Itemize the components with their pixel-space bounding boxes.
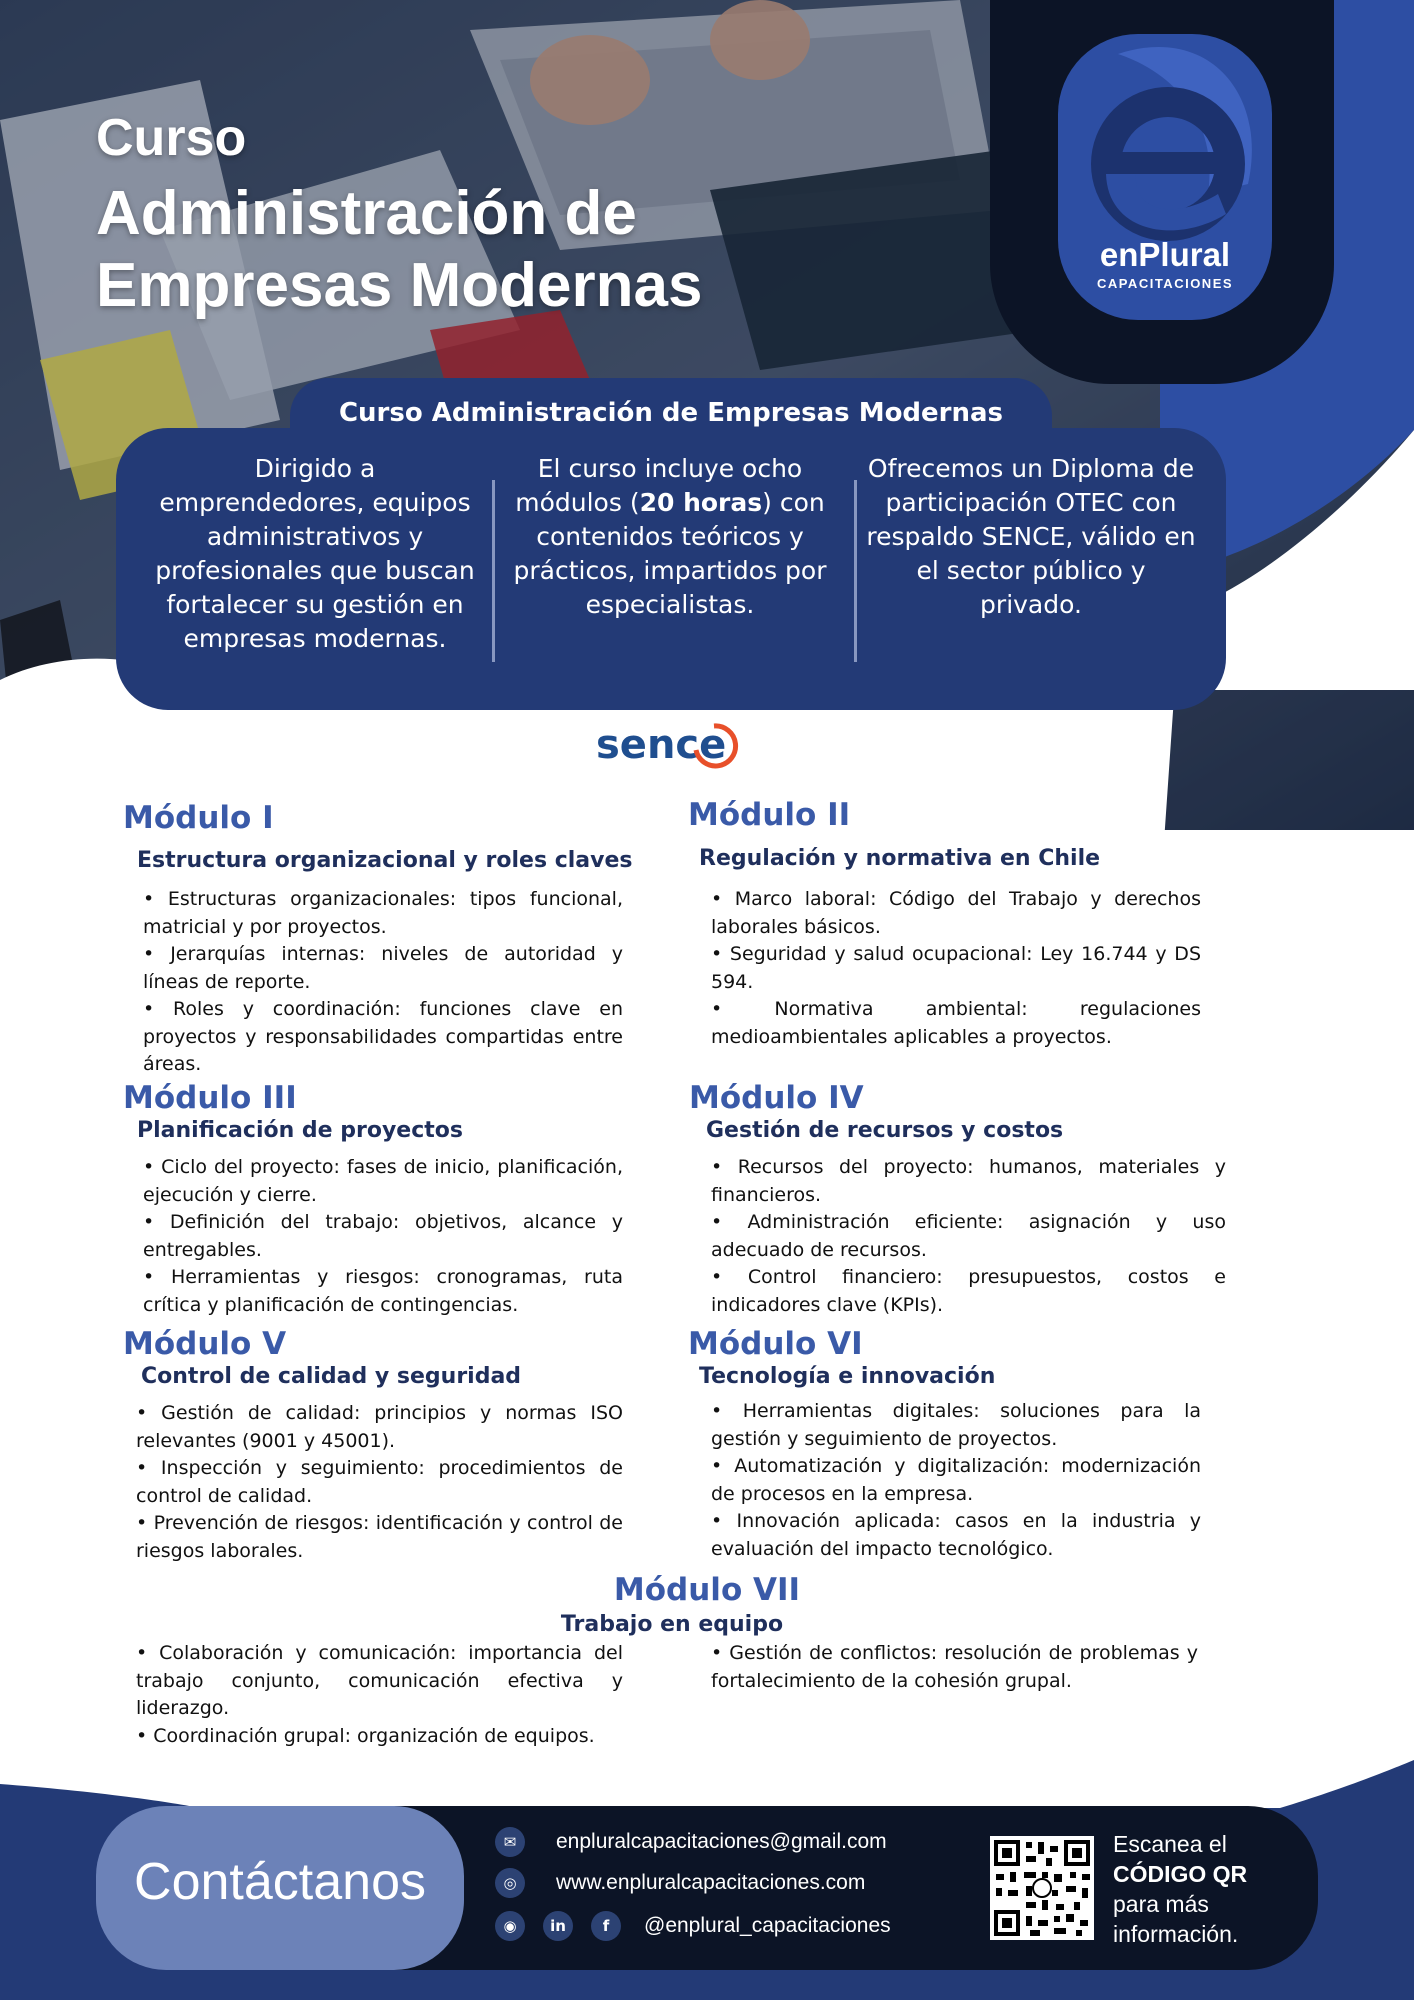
info-audience: Dirigido a emprendedores, equipos administrativos y profesionales que buscan fortalecer su gestión en empresas modernas.: [155, 454, 475, 653]
sence-logo-text: sence: [596, 722, 727, 768]
module-1-subtitle: Estructura organizacional y roles claves: [137, 848, 633, 873]
instagram-icon[interactable]: ◉: [495, 1911, 525, 1941]
email-link[interactable]: enpluralcapacitaciones@gmail.com: [556, 1830, 887, 1853]
list-item: • Marco laboral: Código del Trabajo y derechos laborales básicos.: [711, 888, 1201, 938]
list-item: • Inspección y seguimiento: procedimientos de control de calidad.: [136, 1457, 623, 1507]
list-item: • Automatización y digitalización: modernización de procesos en la empresa.: [711, 1455, 1201, 1505]
list-item: • Colaboración y comunicación: importancia del trabajo conjunto, comunicación efectiva y liderazgo.: [136, 1642, 623, 1719]
info-course-content: [510, 452, 830, 622]
facebook-icon[interactable]: f: [591, 1911, 621, 1941]
list-item: • Herramientas digitales: soluciones para la gestión y seguimiento de proyectos.: [711, 1400, 1201, 1450]
contact-heading: Contáctanos: [134, 1853, 426, 1911]
module-3-subtitle: Planificación de proyectos: [137, 1118, 463, 1143]
module-6-title: Módulo VI: [688, 1326, 863, 1362]
brand-name: enPlural: [1099, 236, 1231, 273]
module-4-subtitle: Gestión de recursos y costos: [706, 1118, 1064, 1143]
info-box-title: Curso Administración de Empresas Modernas: [338, 398, 1004, 428]
info-course-text-post: ) con contenidos teóricos y prácticos, impartidos por especialistas.: [513, 488, 827, 619]
module-2-title: Módulo II: [688, 797, 851, 833]
module-5-list: [136, 1400, 623, 1565]
list-item: • Ciclo del proyecto: fases de inicio, planificación, ejecución y cierre.: [143, 1156, 623, 1206]
qr-code[interactable]: [990, 1836, 1094, 1940]
list-item: • Prevención de riesgos: identificación y control de riesgos laborales.: [136, 1512, 623, 1562]
hero-title-line-3: Empresas Modernas: [96, 251, 703, 320]
sence-logo: [596, 720, 746, 770]
list-item: • Definición del trabajo: objetivos, alcance y entregables.: [143, 1211, 623, 1261]
info-diploma: Ofrecemos un Diploma de participación OTEC con respaldo SENCE, válido en el sector público y privado.: [866, 454, 1196, 619]
module-5-title: Módulo V: [123, 1326, 287, 1362]
qr-caption-line-3: para más: [1113, 1891, 1209, 1917]
linkedin-icon[interactable]: in: [543, 1911, 573, 1941]
social-handle[interactable]: @enplural_capacitaciones: [644, 1914, 891, 1937]
info-divider: [854, 480, 857, 662]
module-2-subtitle: Regulación y normativa en Chile: [699, 846, 1101, 871]
website-link[interactable]: www.enpluralcapacitaciones.com: [556, 1871, 866, 1894]
list-item: • Estructuras organizacionales: tipos funcional, matricial y por proyectos.: [143, 888, 623, 938]
qr-caption-line-2: CÓDIGO QR: [1113, 1861, 1248, 1887]
module-3-list: [143, 1154, 623, 1319]
list-item: • Gestión de conflictos: resolución de problemas y fortalecimiento de la cohesión grupal.: [711, 1642, 1198, 1692]
info-divider: [492, 480, 495, 662]
module-6-list: [711, 1398, 1201, 1563]
hero-title-line-1: Curso: [96, 109, 247, 167]
module-2-list: [711, 886, 1201, 1051]
list-item: • Innovación aplicada: casos en la industria y evaluación del impacto tecnológico.: [711, 1510, 1201, 1560]
list-item: • Seguridad y salud ocupacional: Ley 16.744 y DS 594.: [711, 943, 1201, 993]
info-course-hours: 20 horas: [639, 488, 763, 517]
info-course-text-pre: El curso incluye ocho módulos (: [515, 454, 803, 517]
globe-icon: ◎: [495, 1868, 525, 1898]
module-4-title: Módulo IV: [689, 1080, 864, 1116]
module-6-subtitle: Tecnología e innovación: [699, 1364, 996, 1389]
list-item: • Herramientas y riesgos: cronogramas, ruta crítica y planificación de contingencias.: [143, 1266, 623, 1316]
list-item: • Normativa ambiental: regulaciones medioambientales aplicables a proyectos.: [711, 998, 1201, 1048]
module-1-list: [143, 886, 623, 1079]
module-4-list: [711, 1154, 1226, 1319]
module-7-title: Módulo VII: [613, 1572, 801, 1608]
hero-title-line-2: Administración de: [96, 179, 637, 248]
list-item: • Administración eficiente: asignación y uso adecuado de recursos.: [711, 1211, 1226, 1261]
list-item: • Coordinación grupal: organización de equipos.: [136, 1724, 595, 1747]
email-icon: ✉: [495, 1827, 525, 1857]
module-7-list-right: [711, 1640, 1198, 1695]
qr-caption-line-4: información.: [1113, 1921, 1239, 1947]
list-item: • Roles y coordinación: funciones clave en proyectos y responsabilidades compartidas entre áreas.: [143, 998, 623, 1075]
list-item: • Gestión de calidad: principios y normas ISO relevantes (9001 y 45001).: [136, 1402, 623, 1452]
module-5-subtitle: Control de calidad y seguridad: [141, 1364, 522, 1389]
qr-caption-line-1: Escanea el: [1113, 1831, 1227, 1857]
list-item: • Recursos del proyecto: humanos, materiales y financieros.: [711, 1156, 1226, 1206]
module-7-subtitle: Trabajo en equipo: [560, 1612, 784, 1637]
list-item: • Jerarquías internas: niveles de autoridad y líneas de reporte.: [143, 943, 623, 993]
module-3-title: Módulo III: [123, 1080, 297, 1116]
module-1-title: Módulo I: [123, 800, 274, 836]
list-item: • Control financiero: presupuestos, costos e indicadores clave (KPIs).: [711, 1266, 1226, 1316]
brand-subtitle: CAPACITACIONES: [1096, 276, 1234, 291]
